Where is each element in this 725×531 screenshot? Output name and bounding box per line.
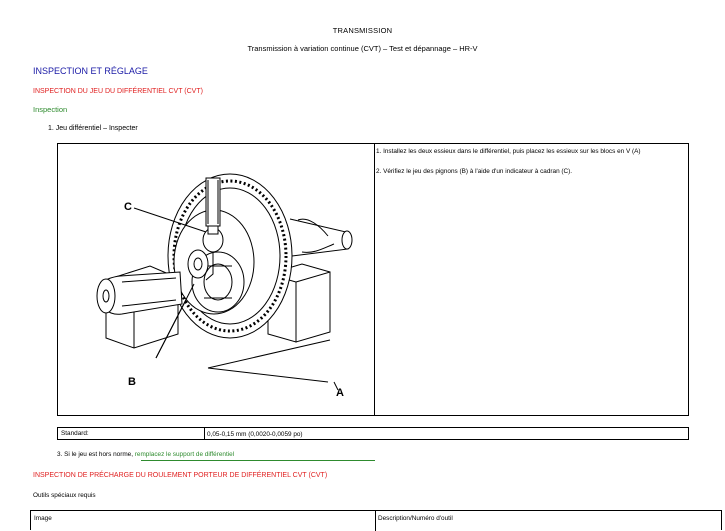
- table-divider: [204, 428, 205, 439]
- differential-illustration: [58, 144, 375, 415]
- callout-a: A: [336, 387, 344, 399]
- replace-differential-link[interactable]: remplacez le support de différentiel: [134, 451, 235, 458]
- step-3-text: 3. Si le jeu est hors norme,: [57, 451, 134, 458]
- link-underline: [141, 460, 375, 461]
- callout-c: C: [124, 201, 132, 213]
- differential-drawing: [58, 144, 374, 415]
- document-header-subtitle: Transmission à variation continue (CVT) – Test et dépannage – HR-V: [247, 44, 478, 53]
- subsection-title: INSPECTION DU JEU DU DIFFÉRENTIEL CVT (CVT): [33, 88, 203, 95]
- section-title: INSPECTION ET RÉGLAGE: [33, 66, 148, 76]
- table-divider: [375, 511, 376, 531]
- step-1-label: 1. Jeu différentiel – Inspecter: [48, 125, 138, 132]
- special-tools-label: Outils spéciaux requis: [33, 492, 96, 499]
- figure-table: [57, 143, 689, 416]
- header-image: Image: [34, 515, 52, 522]
- header-description: Description/Numéro d'outil: [378, 515, 453, 522]
- instruction-2: 2. Vérifiez le jeu des pignons (B) à l'aide d'un indicateur à cadran (C).: [376, 168, 573, 175]
- figure-instructions: [376, 148, 686, 188]
- document-header-title: TRANSMISSION: [332, 26, 393, 35]
- section-2-title: INSPECTION DE PRÉCHARGE DU ROULEMENT PORTEUR DE DIFFÉRENTIEL CVT (CVT): [33, 472, 328, 479]
- step-3: [57, 451, 234, 458]
- callout-b: B: [128, 376, 136, 388]
- standard-value: 0,05-0,15 mm (0,0020-0,0059 po): [207, 431, 303, 438]
- standard-table: [57, 427, 689, 440]
- standard-label: Standard:: [61, 430, 89, 437]
- special-tools-table: [30, 510, 722, 530]
- instruction-1: 1. Installez les deux essieux dans le différentiel, puis placez les essieux sur les blocs en V (A): [376, 148, 641, 155]
- procedure-heading: Inspection: [33, 105, 68, 114]
